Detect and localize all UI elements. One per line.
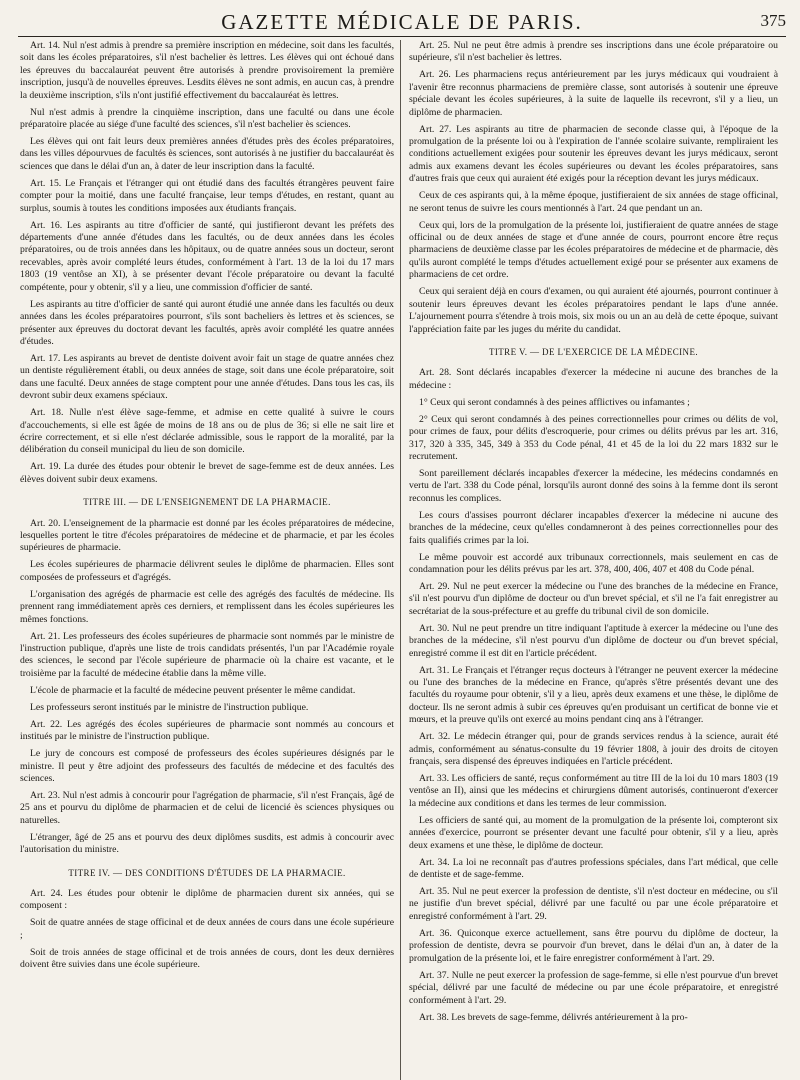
article-paragraph: Les écoles supérieures de pharmacie délivrent seules le diplôme de pharmacien. Elles sont composées de professeurs et d'agrégés. — [20, 559, 394, 583]
article-paragraph: Art. 20. L'enseignement de la pharmacie est donné par les écoles préparatoires de médecine, lesquelles portent le titre d'écoles préparatoires de médecine et de pharmacie, et par les écoles supérieures de pharmacie. — [20, 517, 394, 554]
article-paragraph: Art. 27. Les aspirants au titre de pharmacien de seconde classe qui, à l'époque de la promulgation de la présente loi ou à l'expiration de l'année scolaire suivante, rempliraient les conditions actuellement exigées pour soutenir les épreuves devant les jurys médicaux, seront admis aux examens devant les écoles supérieures ou devant les écoles préparatoires, sans d'autres frais que ceux qui auraient été exigés pour la réception devant les jurys médicaux. — [409, 123, 778, 185]
article-paragraph: Les aspirants au titre d'officier de santé qui auront étudié une année dans les facultés ou deux années dans les écoles préparatoires pourront, s'ils sont bacheliers ès lettres et ès sciences, se présenter aux épreuves du doctorat devant les facultés, après avoir complété les quatre années d'études. — [20, 298, 394, 347]
article-paragraph: Ceux qui seraient déjà en cours d'examen, ou qui auraient été ajournés, pourront continuer à soutenir leurs épreuves devant les écoles préparatoires pendant le laps d'une année. L'ajournement pourra s'étendre à trois mois, six mois ou un an au delà de cette époque, suivant l'appréciation faite par les juges du mérite du candidat. — [409, 286, 778, 335]
article-paragraph: Art. 18. Nulle n'est élève sage-femme, et admise en cette qualité à suivre le cours d'accouchements, si elle est âgée de moins de 18 ans ou de plus de 36; si elle ne sait lire et écrire correctement, et si elle n'est déclarée admissible, sous le rapport de la moralité, par la délibération du conseil municipal du lieu de son domicile. — [20, 407, 394, 456]
article-paragraph: Art. 19. La durée des études pour obtenir le brevet de sage-femme est de deux années. Les élèves doivent subir deux examens. — [20, 461, 394, 485]
article-paragraph: Art. 26. Les pharmaciens reçus antérieurement par les jurys médicaux qui voudraient à l'avenir être reconnus pharmaciens de première classe, sont autorisés à soutenir une épreuve spéciale devant les écoles supérieures, à la suite de laquelle ils recevront, s'il y a lieu, un diplôme de pharmacien. — [409, 69, 778, 118]
article-paragraph: Art. 14. Nul n'est admis à prendre sa première inscription en médecine, soit dans les facultés, soit dans les écoles préparatoires, s'il n'est bachelier ès lettres. Les élèves qui ont échoué dans les épreuves du baccalauréat peuvent être autorisés à prendre provisoirement la première inscription, jusqu'à de nouvelles épreuves. Lesdits élèves ne sont admis, en aucun cas, à prendre la deuxième inscription, s'ils n'ont justifié effectivement du baccalauréat ès lettres. — [20, 40, 394, 101]
article-paragraph: Ceux de ces aspirants qui, à la même époque, justifieraient de six années de stage officinal, ne seront tenus de suivre les cours mentionnés à l'art. 24 que pendant un an. — [409, 190, 778, 214]
article-paragraph: Art. 30. Nul ne peut prendre un titre indiquant l'aptitude à exercer la médecine ou l'une des branches de la médecine, s'il n'est pourvu d'un diplôme de docteur ou d'un brevet spécial, enregistré comme il est dit en l'article précédent. — [409, 622, 778, 659]
article-paragraph: Les professeurs seront institués par le ministre de l'instruction publique. — [30, 701, 309, 713]
right-column — [401, 40, 784, 1080]
section-heading-titre-3: TITRE III. — DE L'ENSEIGNEMENT DE LA PHARMACIE. — [83, 497, 331, 508]
article-paragraph: Les cours d'assises pourront déclarer incapables d'exercer la médecine ni aucune des branches de la médecine, ceux qu'elles condamneront à des peines correctionnelles pour des faits qualifiés crimes par la loi. — [409, 509, 778, 546]
article-paragraph: L'école de pharmacie et la faculté de médecine peuvent présenter le même candidat. — [30, 684, 356, 696]
right-section-2 — [409, 367, 778, 1024]
left-column — [18, 40, 401, 1080]
article-paragraph: Art. 38. Les brevets de sage-femme, délivrés antérieurement à la pro- — [419, 1011, 688, 1023]
article-paragraph: Art. 15. Le Français et l'étranger qui ont étudié dans des facultés étrangères peuvent faire compter pour la moitié, dans une faculté française, leur temps d'études, en restant, quant au surplus, soumis à toutes les conditions imposées aux étudiants français. — [20, 177, 394, 214]
page-number: 375 — [760, 11, 786, 30]
article-paragraph: Art. 24. Les études pour obtenir le diplôme de pharmacien durent six années, qui se composent : — [20, 888, 394, 912]
article-paragraph: Art. 23. Nul n'est admis à concourir pour l'agrégation de pharmacie, s'il n'est Français, âgé de 25 ans et pourvu du diplôme de pharmacien et de celui de licencié ès sciences physiques ou naturelles. — [20, 790, 394, 826]
article-paragraph: Les officiers de santé qui, au moment de la promulgation de la présente loi, compteront six années d'exercice, pourront se présenter devant une faculté pour obtenir, s'il y a lieu, après deux examens et une thèse, le diplôme de docteur. — [409, 814, 778, 851]
article-paragraph: Art. 16. Les aspirants au titre d'officier de santé, qui justifieront devant les préfets des départements d'une année d'études dans les facultés, ou de deux années dans les écoles préparatoires, ou de trois années dans les hôpitaux, ou de quatre années sous un docteur, seront recevables, après avoir complété leurs études, conformément à l'art. 13 de la loi du 17 mars 1803 (19 ventôse an XI), à se présenter devant l'école préparatoire ou devant la faculté compétente, pour y obtenir, s'il y a lieu, une commission d'officier de santé. — [20, 219, 394, 293]
section-heading-titre-4: TITRE IV. — DES CONDITIONS D'ÉTUDES DE LA PHARMACIE. — [68, 867, 346, 878]
two-column-body — [18, 40, 786, 1080]
article-paragraph: Art. 25. Nul ne peut être admis à prendre ses inscriptions dans une école préparatoire ou supérieure, s'il n'est bachelier ès lettres. — [409, 40, 778, 64]
article-paragraph: Art. 31. Le Français et l'étranger reçus docteurs à l'étranger ne peuvent exercer la médecine ou l'une des branches de la médecine en France, qu'après s'être présentés devant une des facultés du royaume pour obtenir, s'il y a lieu, après deux examens et une thèse, le diplôme de docteur. Ils ne seront admis à subir ces épreuves qu'en produisant un certificat de bonne vie et mœurs, et la preuve qu'ils ont exercé au moins pendant cinq ans à l'étranger. — [409, 664, 778, 726]
left-section-2 — [20, 518, 394, 857]
article-paragraph: Soit de quatre années de stage officinal et de deux années de cours dans une école supérieure ; — [20, 917, 394, 941]
article-paragraph: Art. 32. Le médecin étranger qui, pour de grands services rendus à la science, aurait été admis, conformément au sénatus-consulte du 19 février 1808, à jouir des droits de citoyen français, sera dispensé des épreuves indiquées en l'article précédent. — [409, 731, 778, 768]
article-paragraph: Soit de trois années de stage officinal et de trois années de cours, dont les deux dernières doivent être suivies dans une école supérieure. — [20, 946, 394, 971]
article-paragraph: Art. 34. La loi ne reconnaît pas d'autres professions spéciales, dans l'art médical, que celle de dentiste et de sage-femme. — [409, 856, 778, 881]
right-section-1 — [409, 40, 778, 336]
section-heading-titre-5: TITRE V. — DE L'EXERCICE DE LA MÉDECINE. — [488, 346, 699, 357]
article-paragraph: Le jury de concours est composé de professeurs des écoles supérieures désignés par le ministre. Il peut y être adjoint des professeurs des facultés de médecine et des facultés des sciences. — [20, 748, 394, 785]
article-paragraph: Nul n'est admis à prendre la cinquième inscription, dans une faculté ou dans une école préparatoire placée au siége d'une faculté des sciences, s'il n'est bachelier ès sciences. — [20, 106, 394, 131]
article-paragraph: Sont pareillement déclarés incapables d'exercer la médecine, les médecins condamnés en vertu de l'art. 338 du Code pénal, lorsqu'ils auront donné des soins à la femme dont ils seront reconnus les complices. — [409, 467, 778, 504]
article-paragraph: Art. 37. Nulle ne peut exercer la profession de sage-femme, si elle n'est pourvue d'un brevet spécial, délivré par une faculté de médecine ou par une école préparatoire, et enregistré conformément à l'art. 29. — [409, 969, 778, 1006]
article-paragraph: L'étranger, âgé de 25 ans et pourvu des deux diplômes susdits, est admis à concourir avec l'autorisation du ministre. — [20, 831, 394, 856]
article-paragraph: Art. 29. Nul ne peut exercer la médecine ou l'une des branches de la médecine en France, s'il n'est pourvu d'un diplôme de docteur ou d'un brevet spécial, et s'il ne l'a fait enregistrer au secrétariat de la sous-préfecture et au greffe du tribunal civil de son domicile. — [409, 580, 778, 617]
page-header — [18, 8, 786, 37]
article-paragraph: Le même pouvoir est accordé aux tribunaux correctionnels, mais seulement en cas de condamnation pour les délits prévus par les art. 378, 400, 406, 407 et 408 du Code pénal. — [409, 551, 778, 575]
article-paragraph: Art. 35. Nul ne peut exercer la profession de dentiste, s'il n'est docteur en médecine, ou s'il ne justifie d'un brevet spécial, délivré par une faculté ou par une école préparatoire et enregistré conformément à l'art. 29. — [409, 886, 778, 922]
article-paragraph: Ceux qui, lors de la promulgation de la présente loi, justifieraient de quatre années de stage officinal ou de deux années de stage et d'une année de cours, pourront encore être reçus pharmaciens de deuxième classe par les écoles préparatoires de médecine et de pharmacie, dès qu'ils auront complété le temps d'études actuellement exigé pour se présenter aux examens de pharmaciens de cet ordre. — [409, 219, 778, 281]
article-paragraph: 2° Ceux qui seront condamnés à des peines correctionnelles pour crimes ou délits de vol, pour crimes de faux, pour délits d'escroquerie, pour crimes ou délits prévus par les art. 316, 317, 320 à 335, 345, 349 à 353 du Code pénal, 41 et 45 de la loi du 22 mars 1832 sur le recrutement. — [409, 413, 778, 462]
article-paragraph: 1° Ceux qui seront condamnés à des peines afflictives ou infamantes ; — [419, 396, 690, 408]
left-section-3 — [20, 888, 394, 972]
article-paragraph: Art. 22. Les agrégés des écoles supérieures de pharmacie sont nommés au concours et institués par le ministre de l'instruction publique. — [20, 718, 394, 743]
article-paragraph: Art. 17. Les aspirants au brevet de dentiste doivent avoir fait un stage de quatre années chez un dentiste régulièrement établi, ou deux années de stage, soit dans une école préparatoire, soit dans une faculté. Deux années de stage comptent pour une année d'études. Dans tous les cas, ils devront subir deux examens spéciaux. — [20, 352, 394, 402]
article-paragraph: Les élèves qui ont fait leurs deux premières années d'études près des écoles préparatoires, dans les villes dépourvues de facultés ès sciences, sont autorisés à ne justifier du baccalauréat ès sciences que dans le délai d'un an, à dater de leur inscription dans la faculté. — [20, 136, 394, 172]
publication-title: GAZETTE MÉDICALE DE PARIS. — [221, 10, 583, 34]
article-paragraph: L'organisation des agrégés de pharmacie est celle des agrégés des facultés de médecine. Ils prennent rang immédiatement après ces derniers, et remplissent dans les écoles supérieures les mêmes fonctions. — [20, 588, 394, 625]
left-section-1 — [20, 40, 394, 486]
article-paragraph: Art. 36. Quiconque exerce actuellement, sans être pourvu du diplôme de docteur, la profession de dentiste, devra se pourvoir d'un brevet, dans le délai d'un an, à dater de la promulgation de la présente loi, et le faire enregistrer conformément à l'art. 29. — [409, 927, 778, 964]
article-paragraph: Art. 21. Les professeurs des écoles supérieures de pharmacie sont nommés par le ministre de l'instruction publique, d'après une liste de trois candidats présentés, l'un par l'Académie royale des sciences, le second par l'école supérieure de pharmacie où la chaire est vacante, et le troisième par la faculté de médecine établie dans la même ville. — [20, 630, 394, 679]
article-paragraph: Art. 28. Sont déclarés incapables d'exercer la médecine ni aucune des branches de la médecine : — [409, 367, 778, 391]
article-paragraph: Art. 33. Les officiers de santé, reçus conformément au titre III de la loi du 10 mars 1803 (19 ventôse an II), ainsi que les médecins et chirurgiens dûment autorisés, continueront d'exercer la médecine aux conditions et dans les termes de leur commission. — [409, 773, 778, 809]
